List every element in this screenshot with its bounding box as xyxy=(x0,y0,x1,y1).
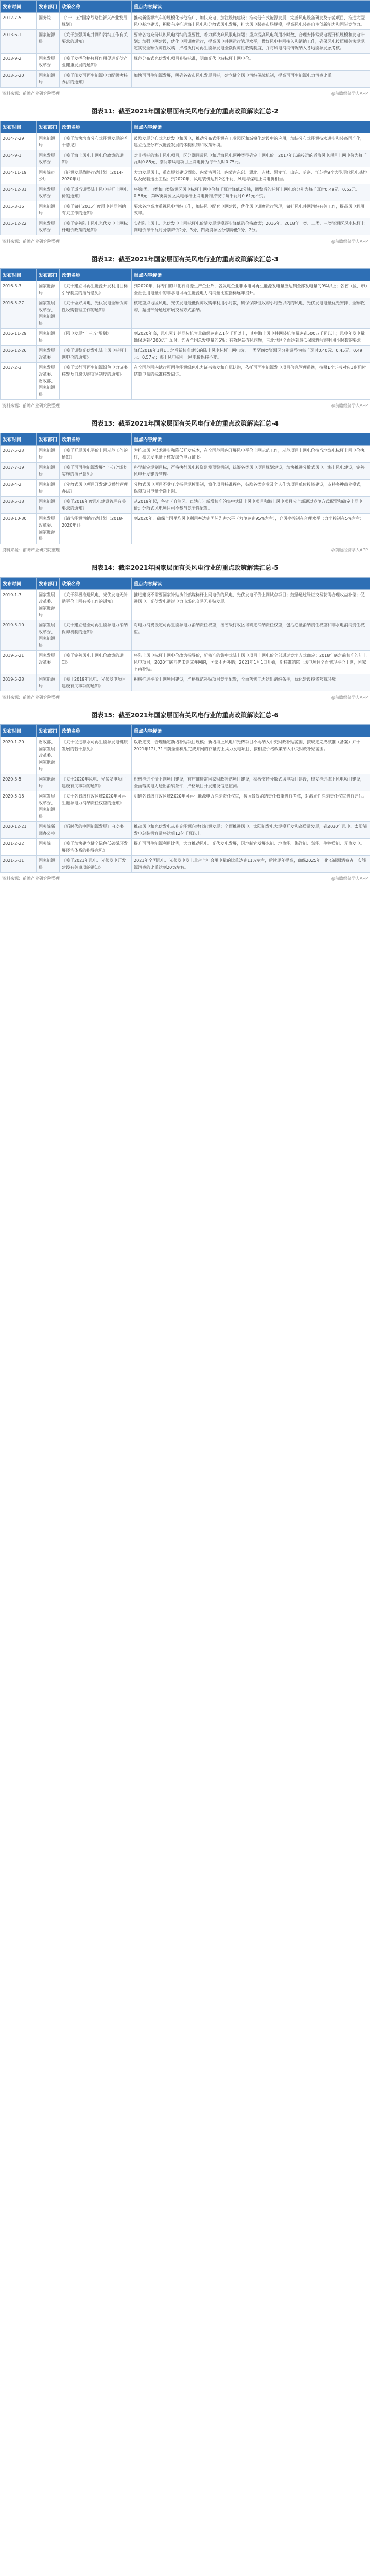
table-footer xyxy=(0,400,370,412)
table-caption: 图表11：截至2021年国家层面有关风电行业的重点政策解读汇总-2 xyxy=(91,108,279,115)
column-header: 发布时间 xyxy=(1,1,37,13)
table-header-row xyxy=(1,269,370,281)
table-cell: 将陆上风电标杆上网电价改为指导价，新核准的集中式陆上风电项目上网电价全部通过竞争方式确定；2018年底之前核准的陆上风电项目，2020年底前仍未完成并网的，国家不再补贴；2021年1月1日开始，新核准的陆上风电项目全面实现平价上网，国家不再补贴。 xyxy=(132,651,370,674)
table-cell: 推动新能源汽车的规模化示范推广，加快充电、加注设施建设；推动分布式能源发展，完善风电设备研发及示范项目，推进大型风电基地建设，积极有序推进海上风电和分散式风电发展，扩大风电装备市场规模，提高风电装备自主创新能力和国际竞争力。 xyxy=(132,13,370,30)
table-caption: 图表12：截至2021年国家层面有关风电行业的重点政策解读汇总-3 xyxy=(91,256,279,263)
table-cell: 降低2018年1月1日之后新核准建设的陆上风电标杆上网电价，一类至四类资源区分别调整为每千瓦时0.40元、0.45元、0.49元、0.57元；海上风电标杆上网电价保持不变。 xyxy=(132,346,370,363)
column-header: 发布部门 xyxy=(37,578,60,590)
column-header: 发布部门 xyxy=(37,269,60,281)
table-row xyxy=(1,346,370,363)
table-cell: 《关于建立健全可再生能源电力消纳保障机制的通知》 xyxy=(60,620,132,651)
policy-table-block xyxy=(0,556,370,704)
table-cell: 到2020年，除专门的非化石能源生产企业外，各发电企业非水电可再生能源发电量应达到全部发电量的9%以上；各省（区、市）全社会用电量中的非水电可再生能源电力消纳量比重指标逐年提升。 xyxy=(132,281,370,298)
table-cell: 《关于促进非水可再生能源发电健康发展的若干意见》 xyxy=(60,737,132,774)
table-row xyxy=(1,201,370,218)
table-cell: 以收定支，合理确定新增补贴项目规模；新增海上风电和光热项目不再纳入中央财政补贴范围，按规定完成核准（备案）并于2021年12月31日前全部机组完成并网的存量海上风力发电项目，按相应价格政策纳入中央财政补贴范围。 xyxy=(132,737,370,774)
table-row xyxy=(1,218,370,235)
column-header: 政策名称 xyxy=(60,725,132,737)
table-cell: 国家能源局 xyxy=(37,674,60,691)
table-cell: 《关于试行可再生能源绿色电力证书核发及自愿认购交易制度的通知》 xyxy=(60,363,132,400)
table-cell: 《关于加快建立健全绿色低碳循环发展经济体系的指导意见》 xyxy=(60,839,132,856)
table-cell: 2014-11-19 xyxy=(1,167,37,184)
table-row xyxy=(1,620,370,651)
policy-table-block xyxy=(0,704,370,885)
table-cell: 《关于2018年度风电建设管理有关要求的通知》 xyxy=(60,497,132,514)
policy-table xyxy=(0,724,370,873)
policy-table xyxy=(0,577,370,691)
table-cell: 《能源发展战略行动计划（2014-2020年）》 xyxy=(60,167,132,184)
table-footer xyxy=(0,873,370,885)
table-cell: 《关于完善风电上网电价政策的通知》 xyxy=(60,651,132,674)
table-cell: 《关于调整光伏发电陆上风电标杆上网电价的通知》 xyxy=(60,346,132,363)
table-cell: 《关于加快培育分布式能源发展的若干意见》 xyxy=(60,133,132,150)
source-note: 资料来源：前瞻产业研究院整理 xyxy=(2,876,60,881)
table-cell: 国家发展改革委、财政部、国家能源局 xyxy=(37,363,60,400)
table-cell: 国家发展改革委 xyxy=(37,651,60,674)
policy-document xyxy=(0,0,381,885)
table-row xyxy=(1,363,370,400)
table-header-row xyxy=(1,433,370,446)
table-cell: 国家能源局 xyxy=(37,497,60,514)
table-cell: 明确各省级行政区域2020年可再生能源电力消纳责任权重，按照最低消纳责任权重进行考核，对激励性消纳责任权重进行评估。 xyxy=(132,791,370,822)
table-row xyxy=(1,791,370,822)
table-footer xyxy=(0,691,370,704)
column-header: 发布部门 xyxy=(37,1,60,13)
table-cell: 推动风电和光伏发电从补充能源向替代能源发展；全面推进风电、太阳能发电大规模开发和高质量发展，到2030年风电、太阳能发电总装机容量将达到12亿千瓦以上。 xyxy=(132,822,370,839)
table-cell: 《关于完善陆上风电光伏发电上网标杆电价政策的通知》 xyxy=(60,218,132,235)
table-row xyxy=(1,150,370,167)
table-cell: 国家发展改革委 xyxy=(37,54,60,71)
table-cell: 《清洁能源消纳行动计划（2018-2020年）》 xyxy=(60,514,132,544)
table-row xyxy=(1,298,370,329)
table-cell: 核定重点地区风电、光伏发电最低保障收购年利用小时数，确保保障性收购小时数以内的风电、光伏发电电量优先安排、全额收购，超出部分通过市场交易方式消纳。 xyxy=(132,298,370,329)
table-row xyxy=(1,590,370,620)
table-cell: 《关于印发可再生能源电力配额考核办法的通知》 xyxy=(60,71,132,88)
table-cell: 2016-5-27 xyxy=(1,298,37,329)
table-cell: 《关于做好风电、光伏发电全额保障性收购管理工作的通知》 xyxy=(60,298,132,329)
table-row xyxy=(1,651,370,674)
table-cell: 国务院办公厅 xyxy=(37,167,60,184)
table-cell: 国家发展改革委、国家能源局 xyxy=(37,590,60,620)
table-header-row xyxy=(1,725,370,737)
table-header-row xyxy=(1,121,370,133)
table-caption: 图表13：截至2021年国家层面有关风电行业的重点政策解读汇总-4 xyxy=(91,420,279,427)
table-cell: 《分散式风电项目开发建设暂行管理办法》 xyxy=(60,480,132,497)
table-cell: 《关于2020年风电、光伏发电项目建设有关事项的通知》 xyxy=(60,774,132,791)
column-header: 发布部门 xyxy=(37,433,60,446)
table-cell: 为推动风电技术进步和降低开发成本，在全国范围内开展风电平价上网示范工作，示范项目上网电价按当地煤电标杆上网电价执行，相关发电量不核发绿色电力证书。 xyxy=(132,446,370,463)
table-cell: 鼓励发展分布式光伏发电和风电，推动分布式能源在工业园区和城镇化建设中的应用，加快分布式能源技术进步和装备国产化，建立适应分布式能源发展的体制机制和政策环境。 xyxy=(132,133,370,150)
table-cell: 提升可再生能源利用比例，大力推动风电、光伏发电发展，因地制宜发展水能、地热能、海洋能、氢能、生物质能、光热发电。 xyxy=(132,839,370,856)
source-note: 资料来源：前瞻产业研究院整理 xyxy=(2,403,60,408)
table-cell: 对非招标的海上风电项目，区分潮间带风电和近海风电两种类型确定上网电价。2017年以前投运的近海风电项目上网电价为每千瓦时0.85元，潮间带风电项目上网电价为每千瓦时0.75元。 xyxy=(132,150,370,167)
table-cell: 2019-5-10 xyxy=(1,620,37,651)
table-cell: 科学制定规划目标，严格执行风电投资监测预警机制，统筹各类风电项目规划建设，加快推进分散式风电、海上风电建设，完善风电开发建设管理。 xyxy=(132,463,370,480)
table-cell: 国家能源局 xyxy=(37,774,60,791)
table-cell: 2021-5-11 xyxy=(1,856,37,873)
table-cell: 国家发展改革委、国家能源局 xyxy=(37,791,60,822)
column-header: 发布时间 xyxy=(1,578,37,590)
table-cell: 推进建设不需要国家补贴执行燃煤标杆上网电价的风电、光伏发电平价上网试点项目；鼓励通过绿证交易获得合理收益补偿；促进风电、光伏发电通过电力市场化交易无补贴发展。 xyxy=(132,590,370,620)
table-cell: 2014-12-31 xyxy=(1,184,37,201)
table-cell: 2020-12-21 xyxy=(1,822,37,839)
table-row xyxy=(1,13,370,30)
table-row xyxy=(1,463,370,480)
table-footer xyxy=(0,88,370,100)
table-cell: 《关于2021年风电、光伏发电开发建设有关事项的通知》 xyxy=(60,856,132,873)
table-cell: 国家能源局 xyxy=(37,329,60,346)
table-row xyxy=(1,281,370,298)
table-cell: 《关于2019年风电、光伏发电项目建设有关事项的通知》 xyxy=(60,674,132,691)
table-cell: 2013-9-2 xyxy=(1,54,37,71)
table-cell: 2013-5-20 xyxy=(1,71,37,88)
column-header: 政策名称 xyxy=(60,269,132,281)
table-cell: 2018-4-2 xyxy=(1,480,37,497)
table-row xyxy=(1,133,370,150)
policy-table xyxy=(0,268,370,400)
table-cell: 2021-2-22 xyxy=(1,839,37,856)
column-header: 发布部门 xyxy=(37,725,60,737)
column-header: 重点内容解读 xyxy=(132,433,370,446)
table-cell: 2013-6-1 xyxy=(1,30,37,54)
table-row xyxy=(1,184,370,201)
table-cell: 《"十二五"国家战略性新兴产业发展规划》 xyxy=(60,13,132,30)
table-cell: 2019-1-7 xyxy=(1,590,37,620)
brand-watermark: @前瞻经济学人APP xyxy=(331,876,368,881)
policy-table xyxy=(0,121,370,235)
table-cell: 加快可再生能源发展，明确各省市风电发展目标，建立健全风电消纳保障机制，提高可再生能源电力消费比重。 xyxy=(132,71,370,88)
table-row xyxy=(1,167,370,184)
column-header: 发布时间 xyxy=(1,121,37,133)
brand-watermark: @前瞻经济学人APP xyxy=(331,239,368,244)
table-cell: 国务院新闻办公室 xyxy=(37,822,60,839)
table-cell: 积极推进平价上网项目建设，有序推进需国家财政补贴项目建设，积极支持分散式风电项目建设，稳妥推进海上风电项目建设，全面落实电力送出消纳条件，严格项目开发建设信息监测。 xyxy=(132,774,370,791)
table-cell: 要求各地高度重视风电消纳工作，加快风电配套电网建设，优化风电调度运行管理，做好风电并网消纳有关工作，提高风电利用效率。 xyxy=(132,201,370,218)
table-row xyxy=(1,480,370,497)
table-cell: 2015-12-22 xyxy=(1,218,37,235)
table-cell: 2014-9-1 xyxy=(1,150,37,167)
table-cell: 2016-3-3 xyxy=(1,281,37,298)
table-cell: 国家发展改革委 xyxy=(37,218,60,235)
table-cell: 国家发展改革委、国家能源局 xyxy=(37,620,60,651)
policy-table xyxy=(0,433,370,544)
table-cell: 从2019年起，各省（自治区、直辖市）新增核准的集中式陆上风电项目和海上风电项目应全部通过竞争方式配置和确定上网电价；分散式风电项目可不参与竞争性配置。 xyxy=(132,497,370,514)
source-note: 资料来源：前瞻产业研究院整理 xyxy=(2,548,60,552)
table-cell: 大力发展风电，重点规划建设酒泉、内蒙古西部、内蒙古东部、冀北、吉林、黑龙江、山东、哈密、江苏等9个大型现代风电基地以及配套送出工程；到2020年，风电装机达到2亿千瓦，风电与煤电上网电价相当。 xyxy=(132,167,370,184)
brand-watermark: @前瞻经济学人APP xyxy=(331,403,368,408)
table-cell: 2017-5-23 xyxy=(1,446,37,463)
table-cell: 在全国范围内试行可再生能源绿色电力证书核发和自愿认购，依托可再生能源发电项目信息管理系统，按照1个证书对应1兆瓦时结算电量的标准核发绿证。 xyxy=(132,363,370,400)
table-cell: 2016-12-26 xyxy=(1,346,37,363)
table-cell: 国家能源局 xyxy=(37,446,60,463)
table-row xyxy=(1,329,370,346)
column-header: 政策名称 xyxy=(60,433,132,446)
column-header: 发布时间 xyxy=(1,725,37,737)
table-cell: 国家能源局 xyxy=(37,463,60,480)
source-note: 资料来源：前瞻产业研究院整理 xyxy=(2,239,60,244)
table-cell: 国家发展改革委 xyxy=(37,346,60,363)
column-header: 重点内容解读 xyxy=(132,269,370,281)
table-cell: 2020-5-18 xyxy=(1,791,37,822)
table-cell: 2017-2-3 xyxy=(1,363,37,400)
table-cell: 将第I类、II类和III类资源区风电标杆上网电价每千瓦时降低2分钱，调整后的标杆上网电价分别为每千瓦时0.49元、0.52元、0.56元；第IV类资源区风电标杆上网电价维持现行每千瓦时0.61元不变。 xyxy=(132,184,370,201)
policy-table xyxy=(0,0,370,88)
table-row xyxy=(1,774,370,791)
table-cell: 财政部、国家发展改革委、国家能源局 xyxy=(37,737,60,774)
policy-table-block xyxy=(0,248,370,412)
column-header: 重点内容解读 xyxy=(132,725,370,737)
table-cell: 到2020年底，风电累计并网装机容量确保达到2.1亿千瓦以上，其中海上风电并网装机容量达到500万千瓦以上；风电年发电量确保达到4200亿千瓦时，约占全国总发电量的6%；有效解决弃风问题，三北地区全面达到最低保障性收购利用小时数的要求。 xyxy=(132,329,370,346)
table-cell: 2015-3-16 xyxy=(1,201,37,218)
table-row xyxy=(1,54,370,71)
table-cell: 积极推进平价上网项目建设，严格规范补贴项目竞争配置，全面落实电力送出消纳条件，优化建设投资营商环境。 xyxy=(132,674,370,691)
table-cell: 国家发展改革委 xyxy=(37,184,60,201)
table-cell: 国家能源局 xyxy=(37,30,60,54)
table-cell: 2014-7-29 xyxy=(1,133,37,150)
column-header: 政策名称 xyxy=(60,121,132,133)
table-cell: 国务院 xyxy=(37,839,60,856)
table-cell: 2018-10-30 xyxy=(1,514,37,544)
column-header: 重点内容解读 xyxy=(132,578,370,590)
table-cell: 规范分布式光伏发电项目补贴标准，明确光伏电站标杆上网电价。 xyxy=(132,54,370,71)
table-cell: 《关于适当调整陆上风电标杆上网电价的通知》 xyxy=(60,184,132,201)
table-cell: 实行陆上风电、光伏发电上网标杆电价随发展规模逐步降低的价格政策；2016年、2018年一类、二类、三类资源区风电标杆上网电价每千瓦时分别降低2分、3分，四类资源区分别降低1分、2分。 xyxy=(132,218,370,235)
column-header: 发布时间 xyxy=(1,269,37,281)
table-cell: 2020-1-20 xyxy=(1,737,37,774)
table-row xyxy=(1,71,370,88)
source-note: 资料来源：前瞻产业研究院整理 xyxy=(2,91,60,96)
table-cell: 国家发展改革委 xyxy=(37,150,60,167)
table-cell: 《关于建立可再生能源开发利用目标引导制度的指导意见》 xyxy=(60,281,132,298)
brand-watermark: @前瞻经济学人APP xyxy=(331,695,368,700)
source-note: 资料来源：前瞻产业研究院整理 xyxy=(2,695,60,700)
table-row xyxy=(1,856,370,873)
table-header-row xyxy=(1,1,370,13)
table-row xyxy=(1,839,370,856)
table-cell: 2019-5-28 xyxy=(1,674,37,691)
table-cell: 要求各地充分认识风电消纳的重要性，着力解决弃风限电问题；重点提高风电利用小时数，合理安排常规电源开机规模和发电计划；加强电网建设，优化电网调度运行，提高风电并网运行管理水平，做好风电并网接入和消纳工作，确保风电按照相关法规规定实现全额保障性收购，严格执行可再生能源发电全额保障性收购制度，并将风电消纳情况纳入各地能源发展考核。 xyxy=(132,30,370,54)
brand-watermark: @前瞻经济学人APP xyxy=(331,548,368,552)
table-row xyxy=(1,30,370,54)
table-cell: 2019-5-21 xyxy=(1,651,37,674)
table-cell: 国家能源局 xyxy=(37,480,60,497)
table-cell: 《关于加强风电并网和消纳工作有关要求的通知》 xyxy=(60,30,132,54)
table-cell: 对电力消费设定可再生能源电力消纳责任权重，按省级行政区域确定消纳责任权重，包括总量消纳责任权重和非水电消纳责任权重。 xyxy=(132,620,370,651)
policy-table-block xyxy=(0,100,370,248)
brand-watermark: @前瞻经济学人APP xyxy=(331,91,368,96)
column-header: 重点内容解读 xyxy=(132,1,370,13)
table-cell: 国家能源局 xyxy=(37,71,60,88)
table-row xyxy=(1,446,370,463)
column-header: 政策名称 xyxy=(60,1,132,13)
table-cell: 国家能源局 xyxy=(37,133,60,150)
table-cell: 《关于海上风电上网电价政策的通知》 xyxy=(60,150,132,167)
table-footer xyxy=(0,544,370,556)
table-cell: 国家能源局 xyxy=(37,201,60,218)
table-cell: 《关于积极推进风电、光伏发电无补贴平价上网有关工作的通知》 xyxy=(60,590,132,620)
table-row xyxy=(1,514,370,544)
table-cell: 《关于可再生能源发展"十三五"规划实施的指导意见》 xyxy=(60,463,132,480)
table-caption: 图表14：截至2021年国家层面有关风电行业的重点政策解读汇总-5 xyxy=(91,564,279,571)
column-header: 政策名称 xyxy=(60,578,132,590)
table-caption: 图表15：截至2021年国家层面有关风电行业的重点政策解读汇总-6 xyxy=(91,711,279,719)
table-footer xyxy=(0,235,370,248)
table-cell: 国家发展改革委、国家能源局 xyxy=(37,298,60,329)
table-header-row xyxy=(1,578,370,590)
table-cell: 《关于发挥价格杠杆作用促进光伏产业健康发展的通知》 xyxy=(60,54,132,71)
column-header: 发布部门 xyxy=(37,121,60,133)
table-cell: 《关于开展风电平价上网示范工作的通知》 xyxy=(60,446,132,463)
table-cell: 国家发展改革委、国家能源局 xyxy=(37,514,60,544)
policy-table-block xyxy=(0,0,370,100)
table-cell: 国家能源局 xyxy=(37,281,60,298)
table-cell: 2016-11-29 xyxy=(1,329,37,346)
table-cell: 2020-3-5 xyxy=(1,774,37,791)
table-cell: 到2020年，确保全国平均风电利用率达到国际先进水平（力争达到95%左右），弃风率控制在合理水平（力争控制在5%左右）。 xyxy=(132,514,370,544)
table-cell: 2017-7-19 xyxy=(1,463,37,480)
table-cell: 2021年全国风电、光伏发电发电量占全社会用电量的比重达到11%左右，后续逐年提高，确保2025年非化石能源消费占一次能源消费的比重达到20%左右。 xyxy=(132,856,370,873)
table-row xyxy=(1,822,370,839)
column-header: 发布时间 xyxy=(1,433,37,446)
table-cell: 《关于做好2015年度风电并网消纳有关工作的通知》 xyxy=(60,201,132,218)
table-cell: 2018-5-18 xyxy=(1,497,37,514)
table-cell: 《关于各省级行政区域2020年可再生能源电力消纳责任权重的通知》 xyxy=(60,791,132,822)
table-cell: 国务院 xyxy=(37,13,60,30)
table-cell: 2012-7-5 xyxy=(1,13,37,30)
table-row xyxy=(1,674,370,691)
table-cell: 分散式风电项目不受年度指导规模限制，简化项目核准程序，鼓励各类企业及个人作为项目单位投资建设，支持多种商业模式，保障项目电量全额上网。 xyxy=(132,480,370,497)
column-header: 重点内容解读 xyxy=(132,121,370,133)
policy-table-block xyxy=(0,412,370,556)
table-row xyxy=(1,497,370,514)
table-row xyxy=(1,737,370,774)
table-cell: 《风电发展"十三五"规划》 xyxy=(60,329,132,346)
table-cell: 国家能源局 xyxy=(37,856,60,873)
table-cell: 《新时代的中国能源发展》白皮书 xyxy=(60,822,132,839)
